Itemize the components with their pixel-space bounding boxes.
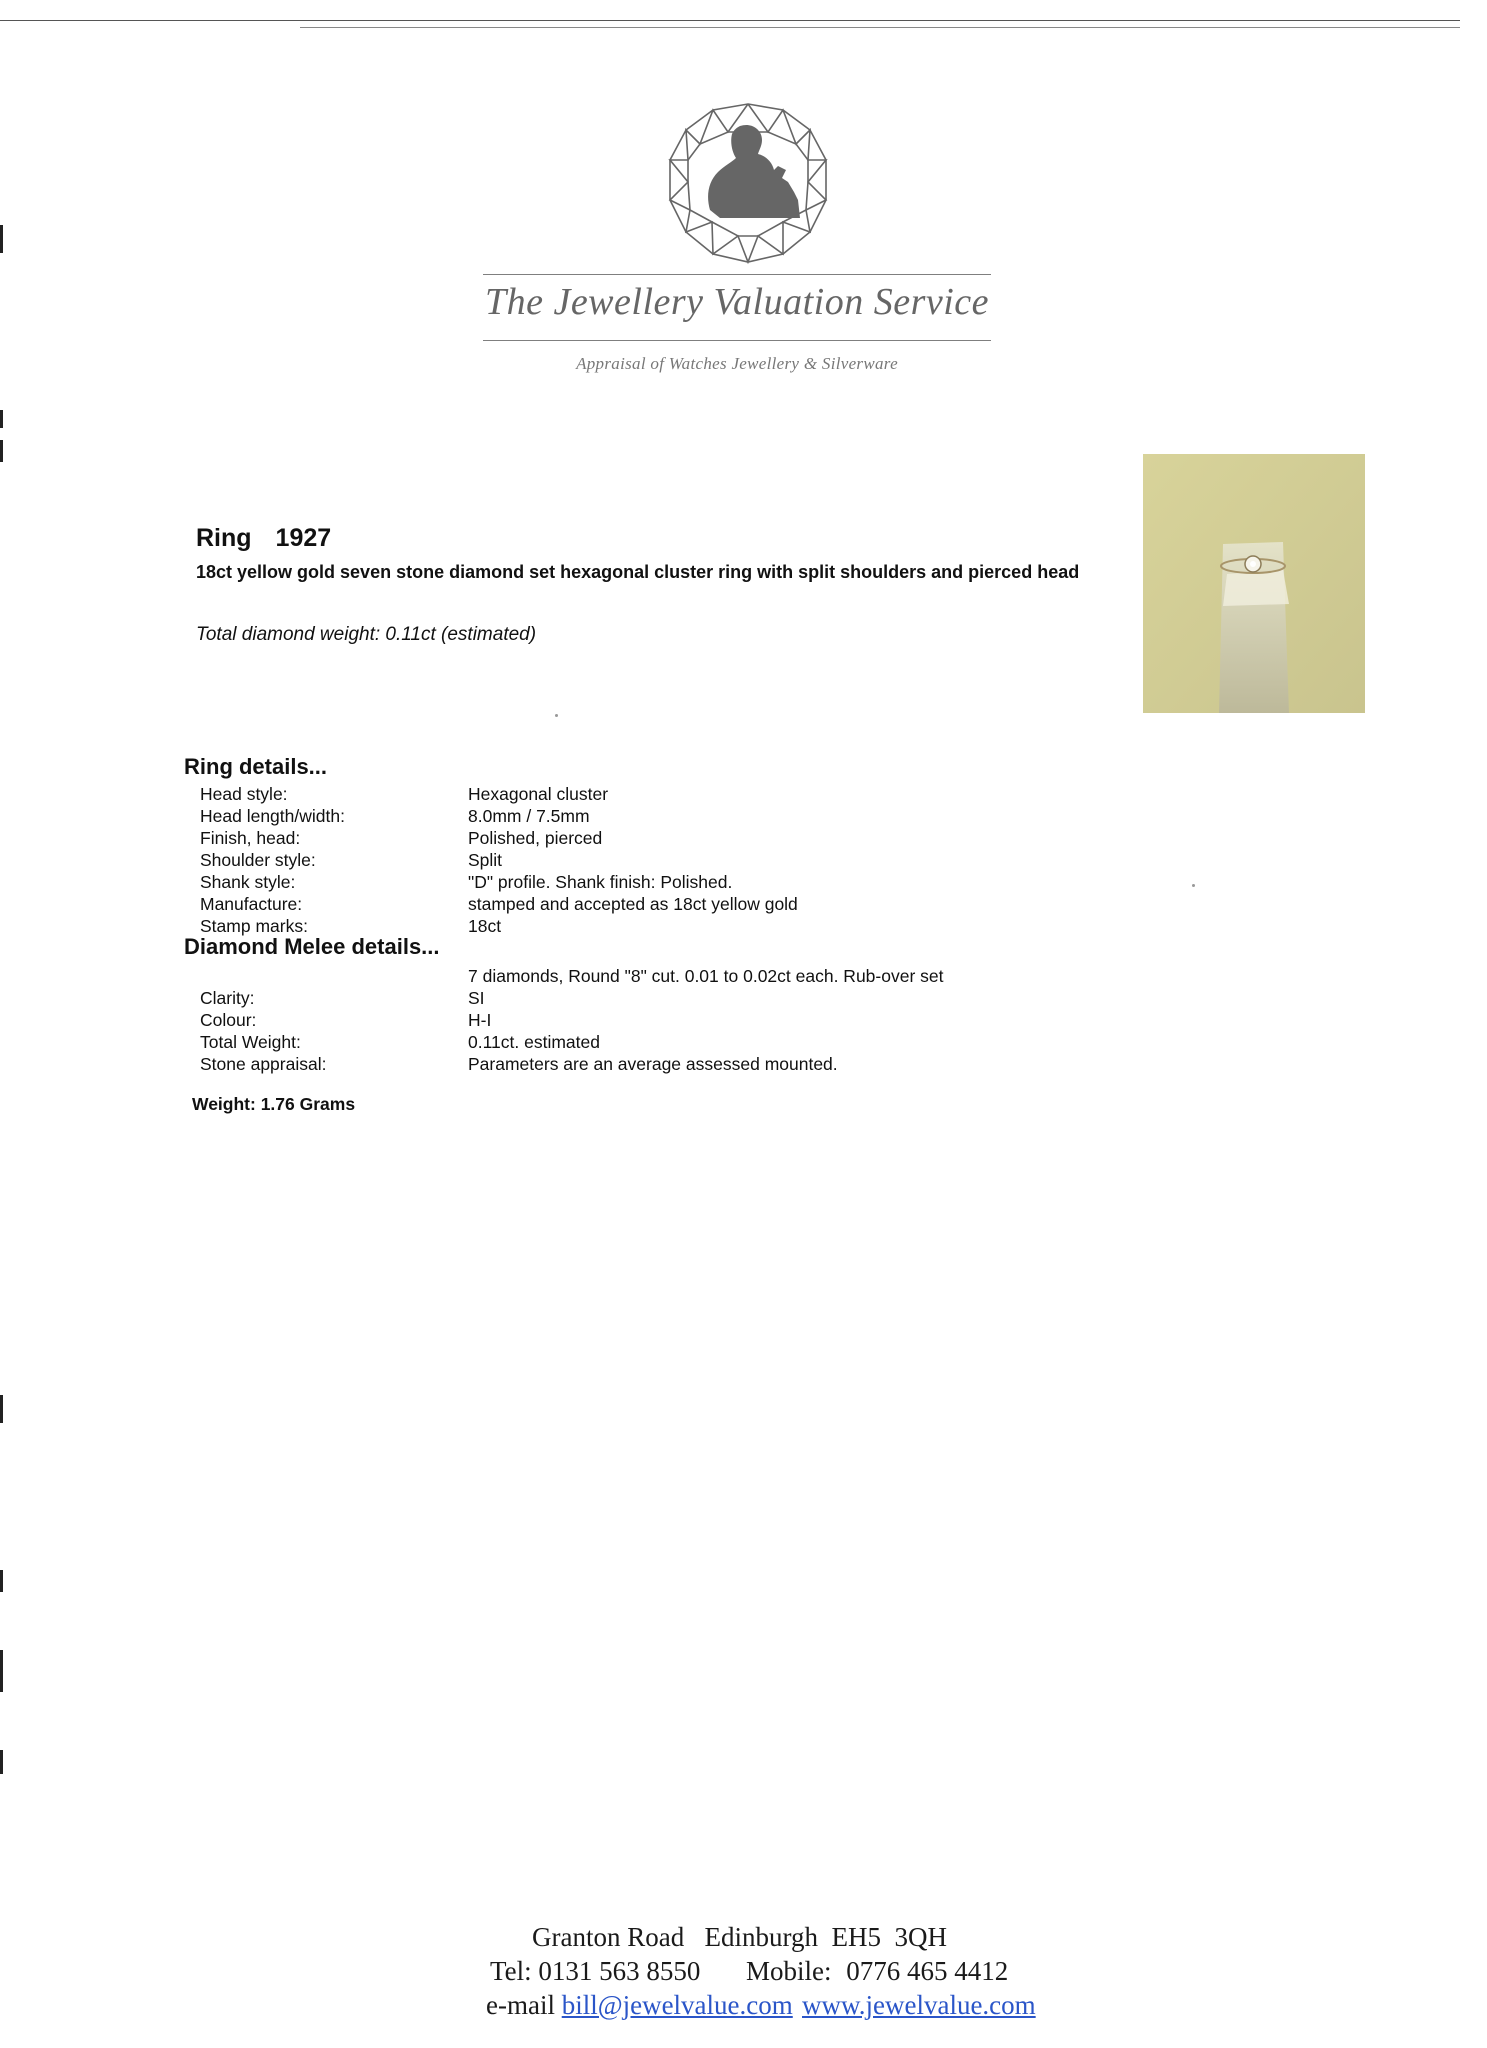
scan-edge-mark: [0, 410, 3, 428]
detail-value: 8.0mm / 7.5mm: [468, 806, 590, 826]
scan-edge-mark: [0, 1570, 3, 1592]
mobile-number: 0776 465 4412: [846, 1956, 1009, 1986]
footer-address: Granton Road Edinburgh EH5 3QH: [532, 1922, 947, 1952]
tel-number: 0131 563 8550: [538, 1956, 701, 1986]
detail-value: 0.11ct. estimated: [468, 1032, 600, 1052]
footer-website: [802, 1990, 1036, 2021]
total-diamond-weight: Total diamond weight: 0.11ct (estimated): [196, 624, 537, 645]
item-description: 18ct yellow gold seven stone diamond set hexagonal cluster ring with split shoulders and pierced head: [196, 562, 1080, 582]
detail-label: Head length/width:: [200, 806, 345, 826]
ring-details-heading: Ring details...: [184, 754, 328, 779]
detail-value: Split: [468, 850, 503, 870]
scan-edge-mark: [0, 1395, 3, 1423]
detail-value: "D" profile. Shank finish: Polished.: [468, 872, 733, 892]
diamond-details-heading: Diamond Melee details...: [184, 934, 440, 959]
scan-edge-mark: [0, 1650, 3, 1692]
tel-label: Tel:: [490, 1956, 532, 1986]
scan-edge-mark: [0, 440, 3, 462]
scan-speck: [555, 714, 558, 717]
item-heading: [196, 524, 331, 553]
detail-label: Total Weight:: [200, 1032, 301, 1052]
scan-top-border: [300, 27, 1460, 28]
jeweller-logo: [648, 100, 848, 268]
mobile-label: Mobile:: [746, 1956, 832, 1986]
detail-value: Polished, pierced: [468, 828, 603, 848]
brand-rule-top: [483, 274, 991, 275]
brand-rule-bottom: [483, 340, 991, 341]
detail-value: 7 diamonds, Round "8" cut. 0.01 to 0.02ct each. Rub-over set: [468, 966, 944, 986]
detail-value: 18ct: [468, 916, 502, 936]
brand-tagline: Appraisal of Watches Jewellery & Silverware: [576, 354, 898, 373]
detail-value: SI: [468, 988, 485, 1008]
ring-photo: [1143, 454, 1365, 713]
email-label: e-mail: [486, 1990, 555, 2020]
detail-label: Stamp marks:: [200, 916, 308, 936]
item-type: Ring: [196, 524, 252, 552]
footer-contact-line: [486, 1990, 793, 2021]
scan-top-border: [0, 20, 1460, 21]
footer-mobile: [746, 1956, 1008, 1987]
website-link[interactable]: www.jewelvalue.com: [802, 1990, 1036, 2020]
detail-value: H-I: [468, 1010, 492, 1030]
detail-value: Parameters are an average assessed mounted.: [468, 1054, 838, 1074]
scan-edge-mark: [0, 225, 3, 253]
item-weight: Weight: 1.76 Grams: [192, 1094, 356, 1114]
footer-phone-line: [490, 1956, 700, 1987]
detail-label: Shoulder style:: [200, 850, 316, 870]
detail-label: Stone appraisal:: [200, 1054, 327, 1074]
detail-label: Finish, head:: [200, 828, 301, 848]
item-number: 1927: [275, 524, 332, 552]
detail-label: Colour:: [200, 1010, 257, 1030]
scan-speck: [1192, 884, 1195, 887]
email-link[interactable]: bill@jewelvalue.com: [561, 1990, 793, 2020]
detail-value: Hexagonal cluster: [468, 784, 609, 804]
detail-label: Manufacture:: [200, 894, 303, 914]
detail-label: Clarity:: [200, 988, 255, 1008]
detail-label: Shank style:: [200, 872, 296, 892]
detail-label: Head style:: [200, 784, 288, 804]
detail-value: stamped and accepted as 18ct yellow gold: [468, 894, 798, 914]
scan-edge-mark: [0, 1750, 3, 1774]
brand-title: The Jewellery Valuation Service: [484, 281, 990, 323]
